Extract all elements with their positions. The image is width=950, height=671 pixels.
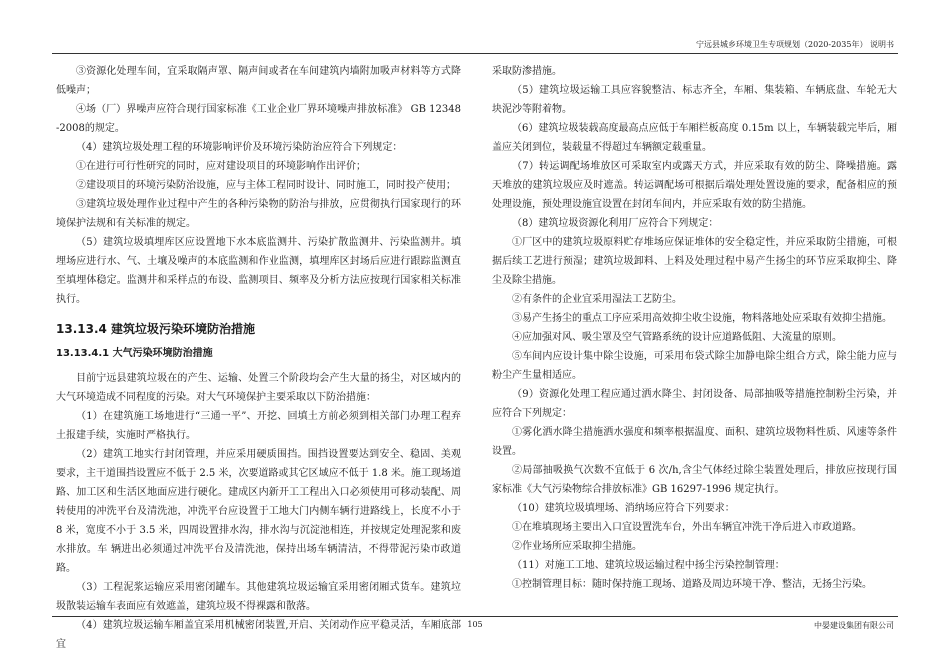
paragraph: （9）资源化处理工程应通过洒水降尘、封闭设备、局部抽吸等措施控制粉尘污染，并应符合下列规定：	[492, 389, 897, 419]
header-title: 宁远县城乡环境卫生专项规划（2020-2035年） 说明书	[696, 40, 894, 49]
paragraph: （4）建筑垃圾处理工程的环境影响评价及环境污染防治应符合下列规定：	[76, 142, 403, 153]
left-bottom-paragraphs	[56, 369, 461, 654]
paragraph: （6）建筑垃圾装载高度最高点应低于车厢栏板高度 0.15m 以上，车辆装载完毕后，厢盖应关闭到位，装载量不得超过车辆额定载重量。	[492, 123, 897, 153]
paragraph: （2）建筑工地实行封闭管理，并应采用硬质围挡。围挡设置要达到安全、稳固、美观要求，主干道围挡设置应不低于 2.5 米，次要道路或其它区域应不低于 1.8 米。施工现场道路、加工区和生活区地面应进行硬化。建成区内新开工工程出入口必须使用可移动装配、周转使用的冲洗平台及清洗池，冲洗平台应设置于工地大门内侧车辆行进路线上，长度不小于 8 米，宽度不小于 3.5 米，四周设置排水沟，排水沟与沉淀池相连，并按规定处理泥浆和废水排放。车 辆进出必须通过冲洗平台及清洗池，保持出场车辆清洁，不得带泥污染市政道路。	[56, 449, 461, 574]
page-header	[52, 36, 898, 54]
paragraph: （1）在建筑施工场地进行“三通一平”、开挖、回填土方前必须到相关部门办理工程弃土报建手续，实施时严格执行。	[56, 411, 461, 441]
paragraph: ②局部抽吸换气次数不宜低于 6 次/h,含尘气体经过除尘装置处理后，排放应按现行国家标准《大气污染物综合排放标准》GB 16297-1996 规定执行。	[492, 465, 897, 495]
page-number: 105	[467, 620, 483, 629]
right-paragraphs	[492, 62, 897, 594]
paragraph: ①厂区中的建筑垃圾原料贮存堆场应保证堆体的安全稳定性，并应采取防尘措施，可根据后续工艺进行预湿；建筑垃圾卸料、上料及处理过程中易产生扬尘的环节应采取抑尘、降尘及除尘措施。	[492, 237, 897, 286]
paragraph: ④场（厂）界噪声应符合现行国家标准《工业企业厂界环境噪声排放标准》 GB 12348-2008的规定。	[56, 104, 461, 134]
left-column	[56, 62, 461, 654]
paragraph: ①控制管理目标：随时保持施工现场、道路及周边环境干净、整洁，无扬尘污染。	[512, 579, 872, 590]
paragraph: （7）转运调配场堆放区可采取室内或露天方式，并应采取有效的防尘、降噪措施。露天堆放的建筑垃圾应及时遮盖。转运调配场可根据后端处理处置设施的要求，配备相应的预处理设施，预处理设施宜设置在封闭车间内，并应采取有效的防尘措施。	[492, 161, 897, 210]
paragraph: ②作业场所应采取抑尘措施。	[512, 541, 642, 552]
left-top-paragraphs	[56, 62, 461, 309]
paragraph: ①在堆填现场主要出入口宜设置洗车台，外出车辆宜冲洗干净后进入市政道路。	[512, 522, 862, 533]
paragraph: ①在进行可行性研究的同时，应对建设项目的环境影响作出评价；	[76, 161, 366, 172]
paragraph: ③资源化处理车间，宜采取隔声罩、隔声间或者在车间建筑内墙附加吸声材料等方式降低噪声；	[56, 66, 461, 96]
paragraph: （8）建筑垃圾资源化利用厂应符合下列规定：	[512, 218, 719, 229]
paragraph: ③建筑垃圾处理作业过程中产生的各种污染物的防治与排放，应贯彻执行国家现行的环境保护法规和有关标准的规定。	[56, 199, 461, 229]
section-title: 13.13.4 建筑垃圾污染环境防治措施	[56, 322, 256, 336]
paragraph: （3）工程泥浆运输应采用密闭罐车。其他建筑垃圾运输宜采用密闭厢式货车。建筑垃圾散装运输车表面应有效遮盖，建筑垃圾不得裸露和散落。	[56, 582, 461, 612]
paragraph: ②有条件的企业宜采用湿法工艺防尘。	[512, 294, 682, 305]
paragraph: ②建设项目的环境污染防治设施，应与主体工程同时设计、同时施工，同时投产使用；	[76, 180, 456, 191]
paragraph: ③易产生扬尘的重点工序应采用高效抑尘收尘设施，物料落地处应采取有效抑尘措施。	[512, 313, 892, 324]
paragraph: （4）建筑垃圾运输车厢盖宜采用机械密闭装置,开启、关闭动作应平稳灵活，车厢底部宜	[56, 620, 461, 650]
footer-rule	[52, 616, 898, 617]
subsection-title: 13.13.4.1 大气污染环境防治措施	[56, 348, 213, 359]
paragraph: （5）建筑垃圾填埋库区应设置地下水本底监测井、污染扩散监测井、污染监测井。填埋场应进行水、气、土壤及噪声的本底监测和作业监测，填埋库区封场后应进行跟踪监测直至填埋体稳定。监测井和采样点的布设、监测项目、频率及分析方法应按现行国家相关标准执行。	[56, 237, 461, 305]
paragraph: （10）建筑垃圾填埋场、消纳场应符合下列要求：	[512, 503, 735, 514]
paragraph: ⑤车间内应设计集中除尘设施，可采用布袋式除尘加静电除尘组合方式，除尘能力应与粉尘产生量相适应。	[492, 351, 897, 381]
paragraph: ①雾化洒水降尘措施洒水强度和频率根据温度、面积、建筑垃圾物料性质、风速等条件设置。	[492, 427, 897, 457]
paragraph: （5）建筑垃圾运输工具应容貌整洁、标志齐全，车厢、集装箱、车辆底盘、车轮无大块泥沙等附着物。	[492, 85, 897, 115]
paragraph: 目前宁远县建筑垃圾在的产生、运输、处置三个阶段均会产生大量的扬尘，对区域内的大气环境造成不同程度的污染。对大气环境保护主要采取以下防治措施：	[56, 373, 461, 403]
footer-company: 中晏建设集团有限公司	[814, 621, 894, 630]
paragraph: （11）对施工工地、建筑垃圾运输过程中扬尘污染控制管理：	[512, 560, 785, 571]
right-column	[492, 62, 897, 594]
paragraph: ④应加强对风、吸尘罩及空气管路系统的设计应道路低阻、大流量的原则。	[512, 332, 842, 343]
paragraph: 采取防渗措施。	[492, 66, 562, 77]
